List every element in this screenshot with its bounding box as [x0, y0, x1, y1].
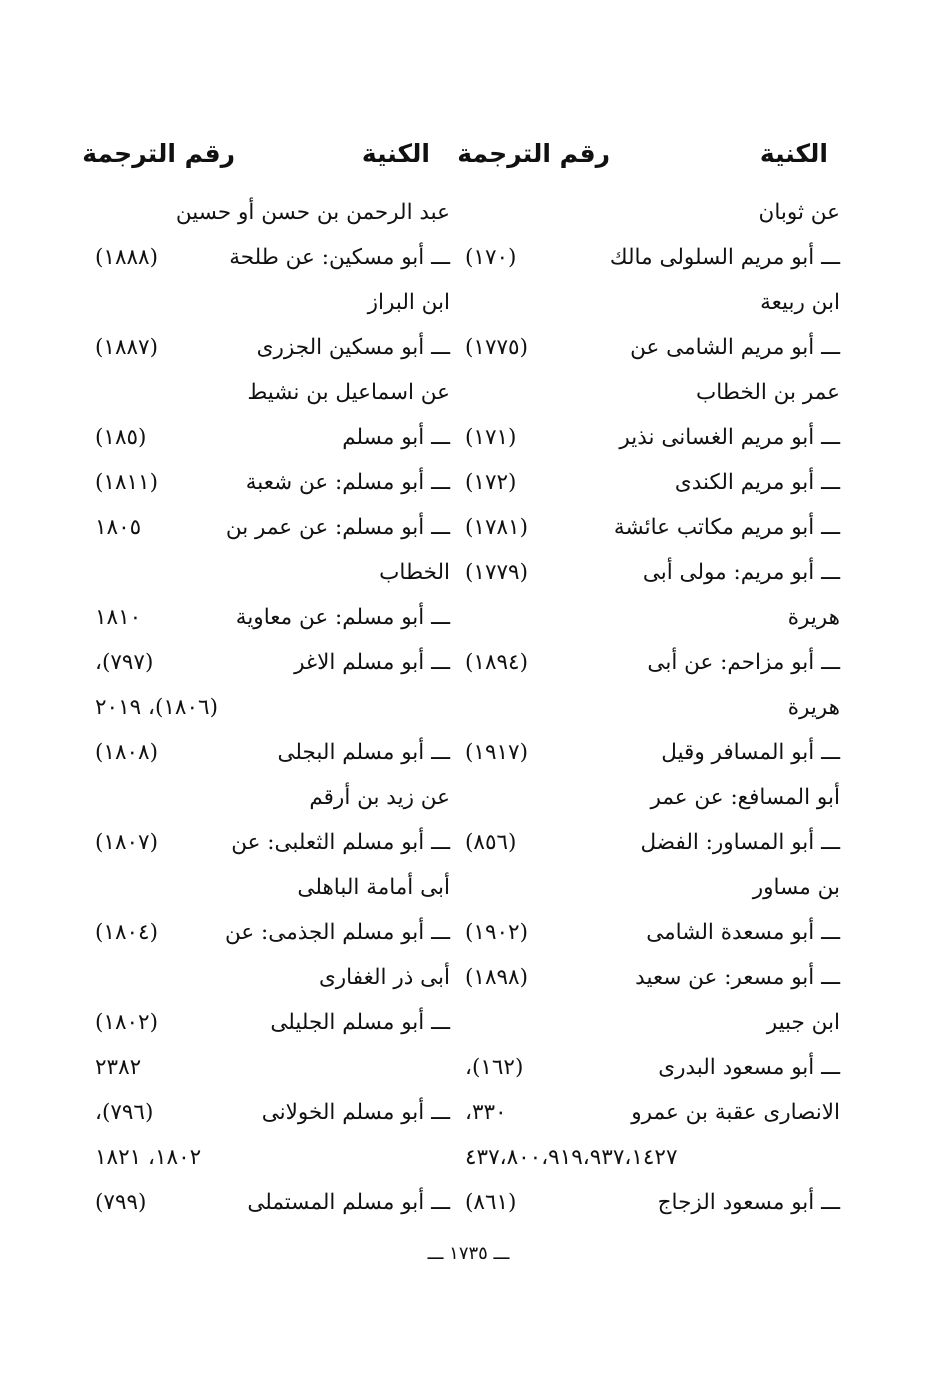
entry-kunya: ـــ أبو مسكين: عن طلحة: [229, 245, 450, 270]
index-entry: [95, 775, 450, 820]
entry-kunya: أبى ذر الغفارى: [318, 965, 450, 990]
index-entry: [95, 1045, 450, 1090]
entry-kunya: ـــ أبو مريم الكندى: [674, 470, 840, 495]
entry-kunya: أبى أمامة الباهلى: [297, 875, 450, 900]
header-left-number: رقم الترجمة: [82, 139, 235, 168]
entry-number: (١٨٠٨): [95, 740, 158, 765]
index-entry: [95, 910, 450, 955]
entry-kunya: ـــ أبو مزاحم: عن أبى: [647, 650, 840, 675]
index-entry: [465, 190, 840, 235]
index-entry: [95, 505, 450, 550]
entry-number: (١٧٧٩): [465, 560, 528, 585]
entry-kunya: ـــ أبو مريم مكاتب عائشة: [613, 515, 840, 540]
entry-kunya: عن اسماعيل بن نشيط: [247, 380, 450, 405]
entry-number: (١٨١١): [95, 470, 158, 495]
header-right-number: رقم الترجمة: [457, 139, 610, 168]
entry-kunya: ـــ أبو مريم: مولى أبى: [642, 560, 840, 585]
entry-kunya: عن زيد بن أرقم: [309, 785, 450, 810]
entry-number: (١٨٠٤): [95, 920, 158, 945]
index-entry: [465, 415, 840, 460]
index-entry: [465, 820, 840, 865]
entry-kunya: ـــ أبو مسلم المستملى: [247, 1190, 450, 1215]
entry-number: (١٨٠٦)، ٢٠١٩: [95, 695, 218, 720]
entry-kunya: ـــ أبو مسعدة الشامى: [646, 920, 840, 945]
entry-kunya: عبد الرحمن بن حسن أو حسين: [175, 200, 450, 225]
header-right-kunya: الكنية: [759, 139, 828, 168]
entry-number: (١٧٢): [465, 470, 517, 495]
entry-number: ١٨٠٢، ١٨٢١: [95, 1145, 202, 1170]
index-entry: [95, 1000, 450, 1045]
right-column: [465, 190, 840, 1225]
entry-kunya: ـــ أبو مسلم البجلى: [277, 740, 450, 765]
header-left-kunya: الكنية: [361, 139, 430, 168]
index-entry: [95, 460, 450, 505]
entry-kunya: ـــ أبو مسلم: عن معاوية: [235, 605, 450, 630]
index-entry: [465, 730, 840, 775]
index-entry: [95, 190, 450, 235]
entry-number: ٤٣٧،٨٠٠،٩١٩،٩٣٧،١٤٢٧: [465, 1145, 678, 1170]
index-entry: [465, 1135, 840, 1180]
entry-kunya: ابن البراز: [367, 290, 450, 315]
entry-kunya: ـــ أبو مسعود الزجاج: [657, 1190, 840, 1215]
index-entry: [95, 730, 450, 775]
index-entry: [465, 595, 840, 640]
index-entry: [465, 775, 840, 820]
index-entry: [465, 1180, 840, 1225]
entry-number: (١٩١٧): [465, 740, 528, 765]
entry-number: (١٧١): [465, 425, 517, 450]
index-entry: [95, 640, 450, 685]
entry-number: (٨٥٦): [465, 830, 517, 855]
entry-number: ١٨١٠: [95, 605, 142, 630]
entry-kunya: ـــ أبو المسافر وقيل: [661, 740, 840, 765]
entry-kunya: ـــ أبو مسلم: عن شعبة: [245, 470, 450, 495]
entry-kunya: ـــ أبو مسلم: عن عمر بن: [225, 515, 450, 540]
index-entry: [465, 550, 840, 595]
entry-number: (١٧٨١): [465, 515, 528, 540]
index-entry: [95, 865, 450, 910]
page-number: ـــ ١٧٣٥ ـــ: [427, 1243, 510, 1264]
index-entry: [95, 955, 450, 1000]
entry-number: (٧٩٦)،: [95, 1100, 154, 1125]
entry-number: (١٧٠): [465, 245, 517, 270]
entry-kunya: ـــ أبو مسعر: عن سعيد: [635, 965, 840, 990]
entry-number: (١٧٧٥): [465, 335, 528, 360]
entry-kunya: ـــ أبو مسكين الجزرى: [256, 335, 450, 360]
entry-kunya: ـــ أبو مسلم الاغر: [294, 650, 450, 675]
entry-kunya: عن ثوبان: [758, 200, 840, 225]
index-entry: [95, 235, 450, 280]
entry-kunya: ـــ أبو مريم الغسانى نذير: [619, 425, 840, 450]
entry-number: (٧٩٩): [95, 1190, 147, 1215]
index-entry: [465, 1090, 840, 1135]
entry-number: (٨٦١): [465, 1190, 517, 1215]
entry-number: (١٨٥): [95, 425, 147, 450]
entry-kunya: ـــ أبو مريم الشامى عن: [630, 335, 840, 360]
entry-number: (١٨٩٤): [465, 650, 528, 675]
index-entry: [465, 505, 840, 550]
entry-kunya: عمر بن الخطاب: [696, 380, 840, 405]
entry-kunya: ابن جبير: [766, 1010, 840, 1035]
entry-kunya: ـــ أبو مسلم الثعلبى: عن: [231, 830, 450, 855]
index-entry: [465, 325, 840, 370]
entry-kunya: ابن ربيعة: [760, 290, 840, 315]
index-entry: [95, 1135, 450, 1180]
entry-number: ٣٣٠،: [465, 1100, 507, 1125]
index-entry: [465, 460, 840, 505]
entry-number: (١٨٨٨): [95, 245, 158, 270]
entry-number: ٢٣٨٢: [95, 1055, 142, 1080]
entry-kunya: ـــ أبو مسلم الجليلى: [270, 1010, 450, 1035]
index-entry: [95, 1090, 450, 1135]
entry-kunya: ـــ أبو مسعود البدرى: [658, 1055, 840, 1080]
index-entry: [95, 685, 450, 730]
index-entry: [95, 415, 450, 460]
index-entry: [465, 235, 840, 280]
index-entry: [95, 820, 450, 865]
index-entry: [95, 595, 450, 640]
entry-number: (١٨٠٧): [95, 830, 158, 855]
entry-number: ١٨٠٥: [95, 515, 142, 540]
entry-kunya: ـــ أبو المساور: الفضل: [640, 830, 840, 855]
index-entry: [95, 550, 450, 595]
entry-kunya: هريرة: [787, 605, 840, 630]
index-entry: [465, 1000, 840, 1045]
index-entry: [95, 1180, 450, 1225]
entry-kunya: الخطاب: [379, 560, 450, 585]
index-entry: [465, 370, 840, 415]
entry-kunya: الانصارى عقبة بن عمرو: [631, 1100, 840, 1125]
entry-kunya: ـــ أبو مسلم الجذمى: عن: [225, 920, 450, 945]
entry-number: (١٨٩٨): [465, 965, 528, 990]
index-entry: [95, 370, 450, 415]
entry-kunya: بن مساور: [752, 875, 840, 900]
left-column: [95, 190, 450, 1225]
entry-number: (١٦٢)،: [465, 1055, 524, 1080]
entry-number: (١٩٠٢): [465, 920, 528, 945]
entry-kunya: ـــ أبو مسلم: [342, 425, 450, 450]
index-entry: [465, 865, 840, 910]
entry-kunya: أبو المسافع: عن عمر: [650, 785, 840, 810]
index-entry: [465, 1045, 840, 1090]
entry-number: (١٨٠٢): [95, 1010, 158, 1035]
index-entry: [465, 955, 840, 1000]
index-entry: [465, 280, 840, 325]
index-entry: [95, 280, 450, 325]
index-entry: [95, 325, 450, 370]
entry-kunya: ـــ أبو مسلم الخولانى: [261, 1100, 450, 1125]
index-entry: [465, 910, 840, 955]
entry-number: (١٨٨٧): [95, 335, 158, 360]
index-entry: [465, 640, 840, 685]
entry-kunya: هريرة: [787, 695, 840, 720]
entry-kunya: ـــ أبو مريم السلولى مالك: [609, 245, 840, 270]
entry-number: (٧٩٧)،: [95, 650, 154, 675]
index-entry: [465, 685, 840, 730]
